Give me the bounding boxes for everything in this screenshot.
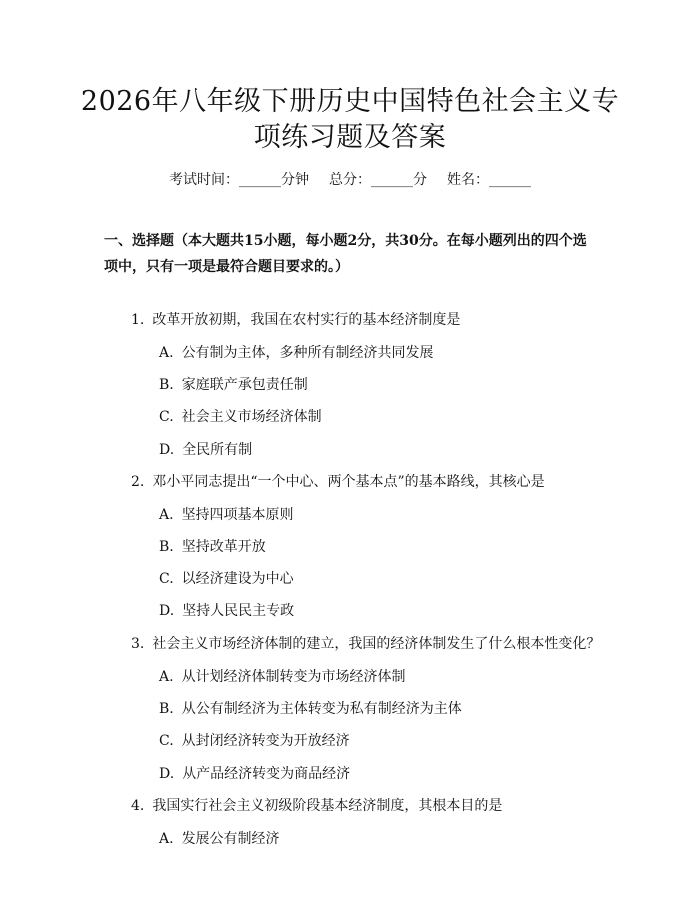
question-1-option-d <box>159 440 252 460</box>
total-score-field: 总分：______分 <box>329 172 427 188</box>
name-field: 姓名：______ <box>447 172 531 188</box>
option-text: 以经济建设为中心 <box>181 571 294 587</box>
option-text: 从计划经济体制转变为市场经济体制 <box>181 669 406 685</box>
option-text: 全民所有制 <box>182 442 253 458</box>
question-2 <box>131 472 545 492</box>
section-heading-line-1: 一、选择题（本大题共15小题，每小题2分，共30分。在每小题列出的四个选 <box>104 233 587 249</box>
exam-info <box>0 170 700 190</box>
question-3-option-b <box>159 699 462 719</box>
question-4 <box>131 796 502 816</box>
option-letter: D. <box>159 603 175 619</box>
option-letter: C. <box>159 733 174 749</box>
exam-time-field: 考试时间：______分钟 <box>169 172 309 188</box>
question-3-option-a <box>159 667 406 687</box>
question-text: 邓小平同志提出“一个中心、两个基本点”的基本路线，其核心是 <box>152 474 545 490</box>
question-text: 社会主义市场经济体制的建立，我国的经济体制发生了什么根本性变化？ <box>152 636 601 652</box>
question-number: 1. <box>131 312 145 328</box>
question-1-option-c <box>159 407 322 427</box>
question-1-option-a <box>159 343 434 363</box>
option-text: 从封闭经济转变为开放经济 <box>181 733 350 749</box>
section-heading-line-2: 项中，只有一项是最符合题目要求的。） <box>104 259 349 275</box>
option-letter: D. <box>159 766 175 782</box>
question-2-option-d <box>159 601 294 621</box>
question-number: 2. <box>131 474 145 490</box>
question-2-option-c <box>159 569 294 589</box>
question-number: 4. <box>131 798 145 814</box>
option-text: 社会主义市场经济体制 <box>181 409 322 425</box>
option-letter: C. <box>159 409 174 425</box>
question-3 <box>131 634 600 654</box>
question-text: 改革开放初期，我国在农村实行的基本经济制度是 <box>152 312 461 328</box>
question-number: 3. <box>131 636 145 652</box>
question-text: 我国实行社会主义初级阶段基本经济制度，其根本目的是 <box>152 798 503 814</box>
option-letter: A. <box>159 669 174 685</box>
option-letter: C. <box>159 571 174 587</box>
question-4-option-a <box>159 829 280 849</box>
question-3-option-c <box>159 731 350 751</box>
option-text: 坚持四项基本原则 <box>181 507 294 523</box>
option-letter: B. <box>159 701 174 717</box>
option-text: 家庭联产承包责任制 <box>181 377 308 393</box>
page-title-line-2: 项练习题及答案 <box>253 122 447 153</box>
option-letter: B. <box>159 377 174 393</box>
page-title-line-1: 2026年八年级下册历史中国特色社会主义专 <box>80 86 620 117</box>
question-2-option-a <box>159 505 294 525</box>
option-letter: A. <box>159 507 174 523</box>
question-1 <box>131 310 460 330</box>
option-letter: B. <box>159 539 174 555</box>
question-2-option-b <box>159 537 266 557</box>
option-text: 坚持改革开放 <box>181 539 266 555</box>
option-text: 公有制为主体，多种所有制经济共同发展 <box>181 345 434 361</box>
option-letter: A. <box>159 345 174 361</box>
option-letter: A. <box>159 831 174 847</box>
question-3-option-d <box>159 764 350 784</box>
option-text: 坚持人民民主专政 <box>182 603 295 619</box>
option-letter: D. <box>159 442 175 458</box>
question-1-option-b <box>159 375 308 395</box>
option-text: 发展公有制经济 <box>181 831 280 847</box>
option-text: 从产品经济转变为商品经济 <box>182 766 351 782</box>
option-text: 从公有制经济为主体转变为私有制经济为主体 <box>181 701 462 717</box>
